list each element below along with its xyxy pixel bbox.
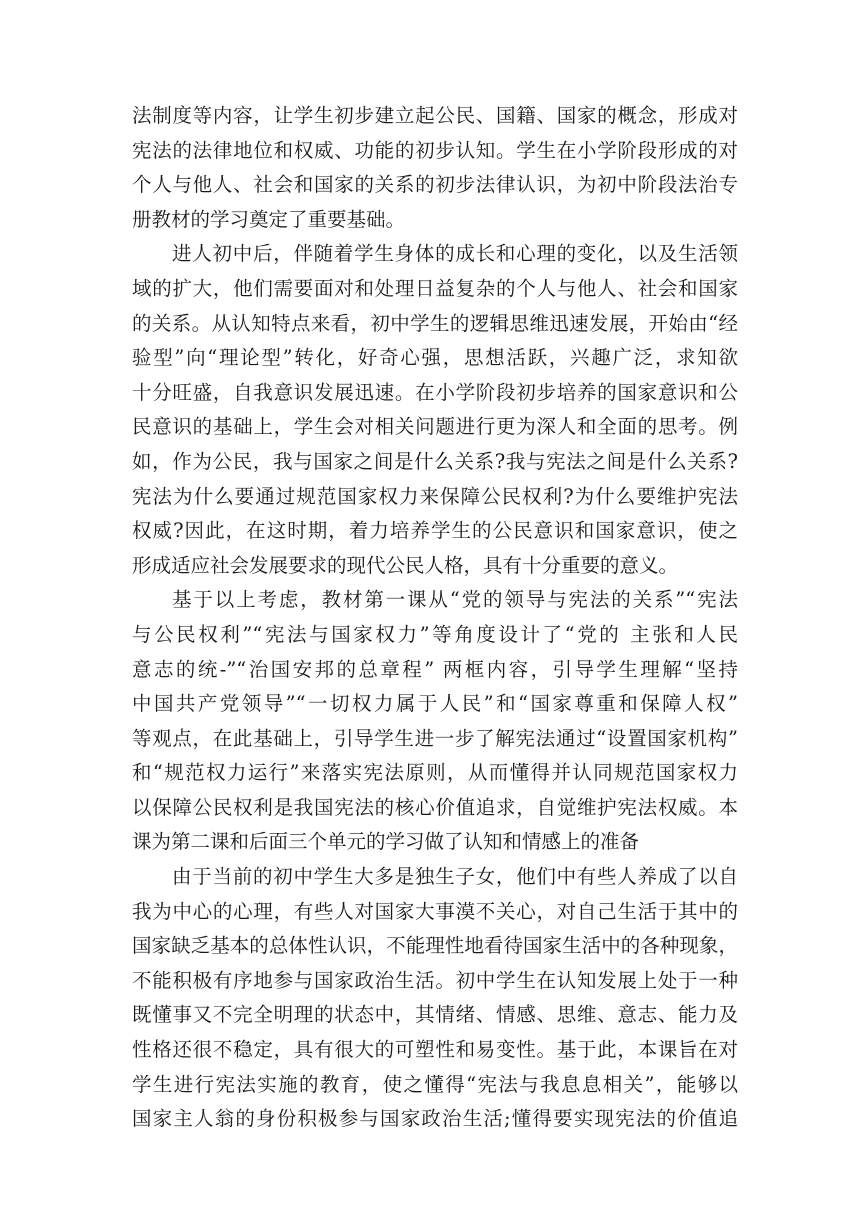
text-line: 中国共产党领导”“一切权力属于人民”和“国家尊重和保障人权” bbox=[132, 692, 738, 716]
text-line: 权威?因此，在这时期，着力培养学生的公民意识和国家意识，使之 bbox=[132, 519, 738, 543]
text-line: 课为第二课和后面三个单元的学习做了认知和情感上的准备 bbox=[132, 830, 640, 854]
text-line: 域的扩大，他们需要面对和处理日益复杂的个人与他人、社会和国家 bbox=[132, 276, 738, 300]
text-line: 个人与他人、社会和国家的关系的初步法律认识，为初中阶段法治专 bbox=[132, 173, 738, 197]
text-line: 如，作为公民，我与国家之间是什么关系?我与宪法之间是什么关系? bbox=[132, 449, 738, 473]
paragraph-first-line: 进人初中后，伴随着学生身体的成长和心理的变化，以及生活领 bbox=[172, 242, 738, 266]
text-line: 宪法的法律地位和权威、功能的初步认知。学生在小学阶段形成的对 bbox=[132, 138, 738, 162]
text-line: 法制度等内容，让学生初步建立起公民、国籍、国家的概念，形成对 bbox=[132, 104, 738, 127]
text-line: 我为中心的心理，有些人对国家大事漠不关心，对自己生活于其中的 bbox=[132, 899, 738, 923]
text-line: 册教材的学习奠定了重要基础。 bbox=[132, 207, 406, 231]
text-line: 形成适应社会发展要求的现代公民人格，具有十分重要的意义。 bbox=[132, 553, 679, 577]
body-text bbox=[132, 99, 738, 1137]
text-line: 十分旺盛，自我意识发展迅速。在小学阶段初步培养的国家意识和公 bbox=[132, 380, 738, 404]
text-line: 既懂事又不完全明理的状态中，其情绪、情感、思维、意志、能力及 bbox=[132, 1003, 738, 1027]
text-line: 验型”向“理论型”转化，好奇心强，思想活跃，兴趣广泛，求知欲 bbox=[132, 346, 738, 370]
text-line: 国家缺乏基本的总体性认识，不能理性地看待国家生活中的各种现象， bbox=[132, 934, 738, 958]
text-line: 不能积极有序地参与国家政治生活。初中学生在认知发展上处于一种 bbox=[132, 968, 738, 992]
paragraph-first-line: 基于以上考虑，教材第一课从“党的领导与宪法的关系”“宪法 bbox=[172, 588, 738, 612]
text-line: 和“规范权力运行”来落实宪法原则，从而懂得并认同规范国家权力 bbox=[132, 761, 738, 785]
text-line: 等观点，在此基础上，引导学生进一步了解宪法通过“设置国家机构” bbox=[132, 726, 738, 750]
text-line: 的关系。从认知特点来看，初中学生的逻辑思维迅速发展，开始由“经 bbox=[132, 311, 738, 335]
text-line: 意志的统-”“治国安邦的总章程” 两框内容，引导学生理解“坚持 bbox=[132, 657, 738, 681]
text-line: 与公民权利”“宪法与国家权力”等角度设计了“党的 主张和人民 bbox=[132, 622, 738, 646]
text-line: 学生进行宪法实施的教育，使之懂得“宪法与我息息相关”，能够以 bbox=[132, 1072, 738, 1096]
text-line: 性格还很不稳定，具有很大的可塑性和易变性。基于此，本课旨在对 bbox=[132, 1038, 738, 1062]
text-line: 民意识的基础上，学生会对相关问题进行更为深人和全面的思考。例 bbox=[132, 415, 738, 439]
text-line: 以保障公民权利是我国宪法的核心价值追求，自觉维护宪法权威。本 bbox=[132, 795, 738, 819]
text-line: 宪法为什么要通过规范国家权力来保障公民权利?为什么要维护宪法 bbox=[132, 484, 738, 508]
text-line: 国家主人翁的身份积极参与国家政治生活;懂得要实现宪法的价值追 bbox=[132, 1107, 738, 1131]
paragraph-first-line: 由于当前的初中学生大多是独生子女，他们中有些人养成了以自 bbox=[172, 865, 738, 889]
